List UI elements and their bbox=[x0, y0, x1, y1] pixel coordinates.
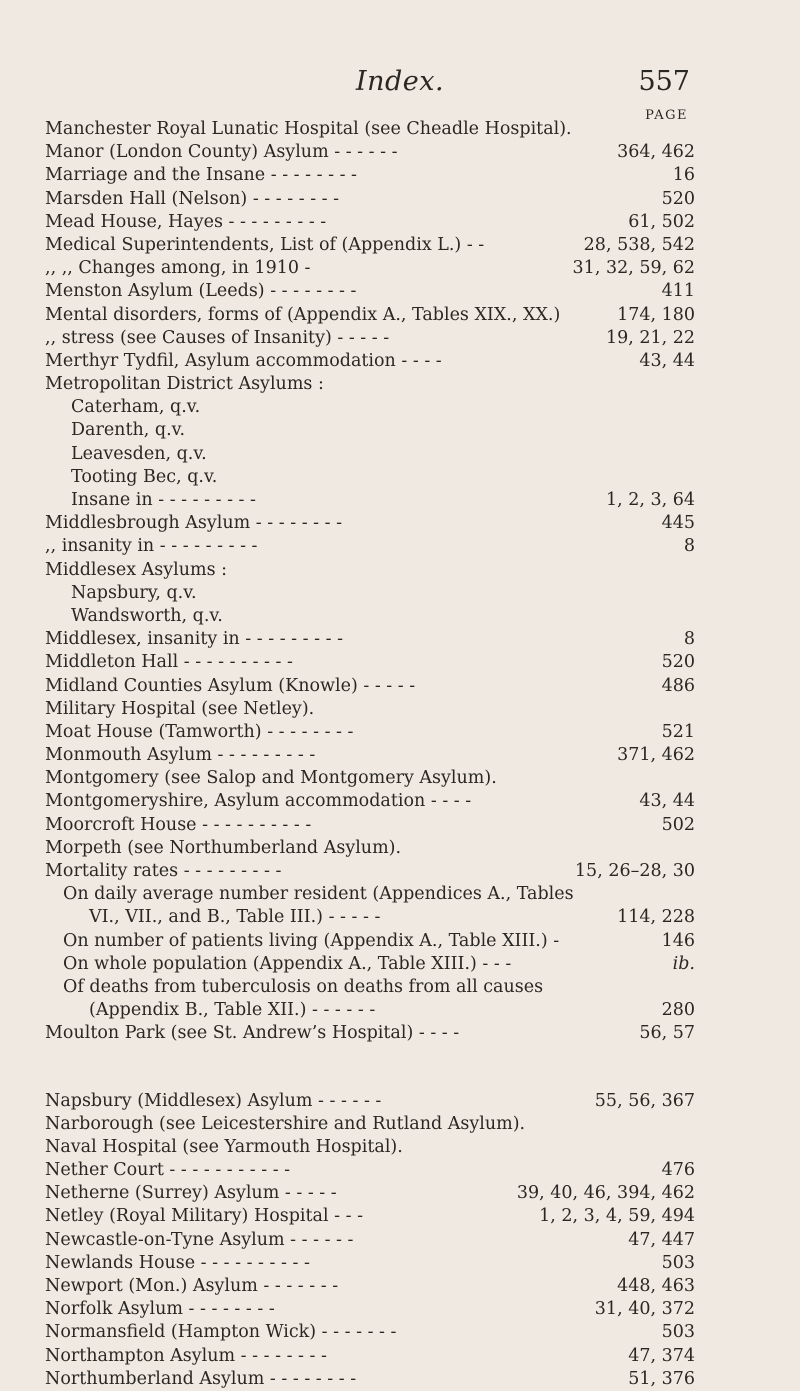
entry-ref: 280 bbox=[661, 1000, 695, 1021]
index-entry bbox=[45, 512, 695, 535]
entry-label: Middleton Hall - - - - - - - - - - bbox=[45, 652, 293, 673]
entry-label: Moat House (Tamworth) - - - - - - - - bbox=[45, 721, 354, 742]
entry-label: Middlesex Asylums : bbox=[45, 559, 228, 580]
index-entry bbox=[45, 304, 695, 327]
index-entry bbox=[45, 860, 695, 883]
entry-ref: 28, 538, 542 bbox=[583, 234, 695, 255]
entry-label: Northumberland Asylum - - - - - - - - bbox=[45, 1368, 357, 1389]
entry-ref: 55, 56, 367 bbox=[594, 1090, 695, 1111]
index-entry bbox=[45, 698, 695, 721]
index-entry bbox=[45, 1136, 695, 1159]
index-entry bbox=[45, 651, 695, 674]
index-entry bbox=[45, 188, 695, 211]
index-subentry bbox=[45, 443, 695, 466]
index-entry bbox=[45, 535, 695, 558]
index-subentry bbox=[45, 976, 695, 999]
entry-ref: 47, 374 bbox=[628, 1345, 695, 1366]
index-entry bbox=[45, 1090, 695, 1113]
entry-label: Morpeth (see Northumberland Asylum). bbox=[45, 837, 402, 858]
entry-label: Middlesex, insanity in - - - - - - - - - bbox=[45, 629, 343, 650]
index-entry bbox=[45, 1275, 695, 1298]
index-entry bbox=[45, 1368, 695, 1391]
entry-label: ,, stress (see Causes of Insanity) - - - - - bbox=[45, 327, 390, 348]
entry-label: Nether Court - - - - - - - - - - - bbox=[45, 1160, 291, 1181]
index-subentry bbox=[45, 605, 695, 628]
entry-ref: 503 bbox=[661, 1322, 695, 1343]
entry-label: Newport (Mon.) Asylum - - - - - - - bbox=[45, 1276, 339, 1296]
index-subentry bbox=[45, 396, 695, 419]
entry-ref: 521 bbox=[661, 721, 695, 742]
index-entry bbox=[45, 1182, 695, 1205]
entry-label: ,, ,, Changes among, in 1910 - bbox=[45, 258, 311, 279]
index-subentry bbox=[45, 466, 695, 489]
section-gap bbox=[45, 1046, 695, 1090]
entry-label: Merthyr Tydfil, Asylum accommodation - - - - bbox=[45, 350, 442, 371]
entry-ref: 371, 462 bbox=[617, 745, 695, 766]
entry-label: Newlands House - - - - - - - - - - bbox=[45, 1252, 310, 1273]
entry-ref: 502 bbox=[661, 814, 695, 835]
index-entries bbox=[45, 118, 695, 1391]
index-subentry bbox=[45, 419, 695, 442]
entry-label: Midland Counties Asylum (Knowle) - - - - - bbox=[45, 675, 416, 696]
entry-ref: 364, 462 bbox=[617, 142, 695, 163]
entry-ref: 47, 447 bbox=[628, 1229, 695, 1250]
index-entry bbox=[45, 1022, 695, 1045]
entry-ref: 8 bbox=[683, 629, 695, 650]
entry-label: Napsbury (Middlesex) Asylum - - - - - - bbox=[45, 1090, 382, 1111]
index-subentry bbox=[45, 930, 695, 953]
index-entry bbox=[45, 721, 695, 744]
index-entry bbox=[45, 790, 695, 813]
entry-label: Mead House, Hayes - - - - - - - - - bbox=[45, 211, 327, 232]
entry-label: Leavesden, q.v. bbox=[71, 443, 207, 464]
entry-label: Manor (London County) Asylum - - - - - - bbox=[45, 142, 398, 163]
entry-label: Montgomery (see Salop and Montgomery Asylum). bbox=[45, 768, 497, 789]
page-number: 557 bbox=[638, 66, 690, 97]
entry-label: Northampton Asylum - - - - - - - - bbox=[45, 1345, 327, 1366]
entry-label: Moulton Park (see St. Andrew’s Hospital) - - - - bbox=[45, 1023, 460, 1044]
entry-label: VI., VII., and B., Table III.) - - - - - bbox=[89, 907, 381, 928]
index-entry bbox=[45, 837, 695, 860]
index-entry bbox=[45, 1205, 695, 1228]
index-subentry bbox=[45, 999, 695, 1022]
entry-label: Insane in - - - - - - - - - bbox=[71, 490, 256, 510]
entry-ref: 51, 376 bbox=[628, 1368, 695, 1389]
entry-ref: 486 bbox=[661, 675, 695, 696]
index-entry bbox=[45, 350, 695, 373]
entry-ref: 174, 180 bbox=[617, 304, 695, 325]
index-entry bbox=[45, 559, 695, 582]
index-entry bbox=[45, 118, 695, 141]
entry-ref: 503 bbox=[661, 1252, 695, 1273]
entry-ref: 520 bbox=[661, 188, 695, 209]
index-entry bbox=[45, 373, 695, 396]
entry-ref: 1, 2, 3, 4, 59, 494 bbox=[539, 1206, 695, 1227]
index-entry bbox=[45, 1252, 695, 1275]
entry-label: Mental disorders, forms of (Appendix A., Tables XIX., XX.) bbox=[45, 304, 561, 325]
index-entry bbox=[45, 1229, 695, 1252]
entry-ref: 445 bbox=[661, 513, 695, 534]
entry-label: Menston Asylum (Leeds) - - - - - - - - bbox=[45, 281, 357, 302]
entry-label: Naval Hospital (see Yarmouth Hospital). bbox=[45, 1136, 403, 1157]
index-subentry bbox=[45, 489, 695, 512]
entry-ref: 31, 32, 59, 62 bbox=[572, 258, 695, 279]
index-subentry bbox=[45, 953, 695, 976]
entry-ref: 39, 40, 46, 394, 462 bbox=[516, 1183, 695, 1204]
index-entry bbox=[45, 744, 695, 767]
entry-label: Norfolk Asylum - - - - - - - - bbox=[45, 1299, 275, 1320]
index-entry bbox=[45, 628, 695, 651]
entry-ref: 448, 463 bbox=[617, 1276, 695, 1296]
entry-ref: 16 bbox=[672, 165, 695, 186]
entry-ref: 43, 44 bbox=[639, 350, 695, 371]
entry-label: Darenth, q.v. bbox=[71, 420, 186, 441]
entry-ref: 1, 2, 3, 64 bbox=[605, 490, 695, 510]
entry-ref: 146 bbox=[661, 930, 695, 951]
entry-label: On daily average number resident (Appendices A., Tables bbox=[63, 884, 574, 905]
entry-label: Netherne (Surrey) Asylum - - - - - bbox=[45, 1183, 337, 1204]
entry-label: Napsbury, q.v. bbox=[71, 582, 197, 603]
entry-ref: 114, 228 bbox=[617, 907, 695, 928]
page-title: Index. bbox=[355, 66, 445, 97]
entry-label: (Appendix B., Table XII.) - - - - - - bbox=[89, 1000, 376, 1021]
entry-ref: 520 bbox=[661, 652, 695, 673]
index-entry bbox=[45, 234, 695, 257]
index-entry bbox=[45, 1298, 695, 1321]
index-entry bbox=[45, 1321, 695, 1344]
entry-ref: 476 bbox=[661, 1160, 695, 1181]
entry-label: Normansfield (Hampton Wick) - - - - - - - bbox=[45, 1322, 397, 1343]
entry-label: Manchester Royal Lunatic Hospital (see Cheadle Hospital). bbox=[45, 119, 572, 139]
index-entry bbox=[45, 675, 695, 698]
entry-ref: 43, 44 bbox=[639, 791, 695, 812]
entry-ref: ib. bbox=[672, 953, 695, 974]
index-subentry bbox=[45, 906, 695, 929]
entry-ref: 19, 21, 22 bbox=[605, 327, 695, 348]
entry-label: Of deaths from tuberculosis on deaths from all causes bbox=[63, 976, 544, 997]
index-entry bbox=[45, 141, 695, 164]
entry-ref: 15, 26–28, 30 bbox=[574, 861, 695, 881]
index-entry bbox=[45, 814, 695, 837]
entry-label: Monmouth Asylum - - - - - - - - - bbox=[45, 745, 316, 766]
index-entry bbox=[45, 1159, 695, 1182]
entry-label: Military Hospital (see Netley). bbox=[45, 698, 315, 719]
entry-label: Medical Superintendents, List of (Appendix L.) - - bbox=[45, 234, 485, 255]
entry-label: Metropolitan District Asylums : bbox=[45, 374, 324, 395]
entry-ref: 61, 502 bbox=[628, 211, 695, 232]
index-entry bbox=[45, 327, 695, 350]
entry-label: Netley (Royal Military) Hospital - - - bbox=[45, 1206, 364, 1227]
index-entry bbox=[45, 257, 695, 280]
index-entry bbox=[45, 1113, 695, 1136]
entry-label: Montgomeryshire, Asylum accommodation - - - - bbox=[45, 791, 472, 812]
entry-ref: 31, 40, 372 bbox=[594, 1299, 695, 1320]
index-entry bbox=[45, 767, 695, 790]
entry-label: Newcastle-on-Tyne Asylum - - - - - - bbox=[45, 1229, 354, 1250]
entry-label: On whole population (Appendix A., Table XIII.) - - - bbox=[63, 953, 512, 974]
index-entry bbox=[45, 211, 695, 234]
entry-label: Marriage and the Insane - - - - - - - - bbox=[45, 165, 357, 186]
index-subentry bbox=[45, 582, 695, 605]
index-subentry bbox=[45, 883, 695, 906]
entry-label: Narborough (see Leicestershire and Rutland Asylum). bbox=[45, 1113, 526, 1134]
entry-label: Wandsworth, q.v. bbox=[71, 605, 223, 626]
index-entry bbox=[45, 164, 695, 187]
entry-label: Mortality rates - - - - - - - - - bbox=[45, 861, 282, 881]
entry-ref: 8 bbox=[683, 536, 695, 557]
entry-label: Marsden Hall (Nelson) - - - - - - - - bbox=[45, 188, 340, 209]
entry-label: Tooting Bec, q.v. bbox=[71, 466, 218, 487]
entry-label: Caterham, q.v. bbox=[71, 397, 201, 418]
page-column-label: PAGE bbox=[645, 108, 688, 123]
index-entry bbox=[45, 280, 695, 303]
entry-label: ,, insanity in - - - - - - - - - bbox=[45, 536, 258, 557]
entry-label: Middlesbrough Asylum - - - - - - - - bbox=[45, 513, 343, 534]
entry-ref: 56, 57 bbox=[639, 1023, 695, 1044]
entry-label: On number of patients living (Appendix A., Table XIII.) - bbox=[63, 930, 560, 951]
index-entry bbox=[45, 1345, 695, 1368]
entry-label: Moorcroft House - - - - - - - - - - bbox=[45, 814, 312, 835]
entry-ref: 411 bbox=[661, 281, 695, 302]
